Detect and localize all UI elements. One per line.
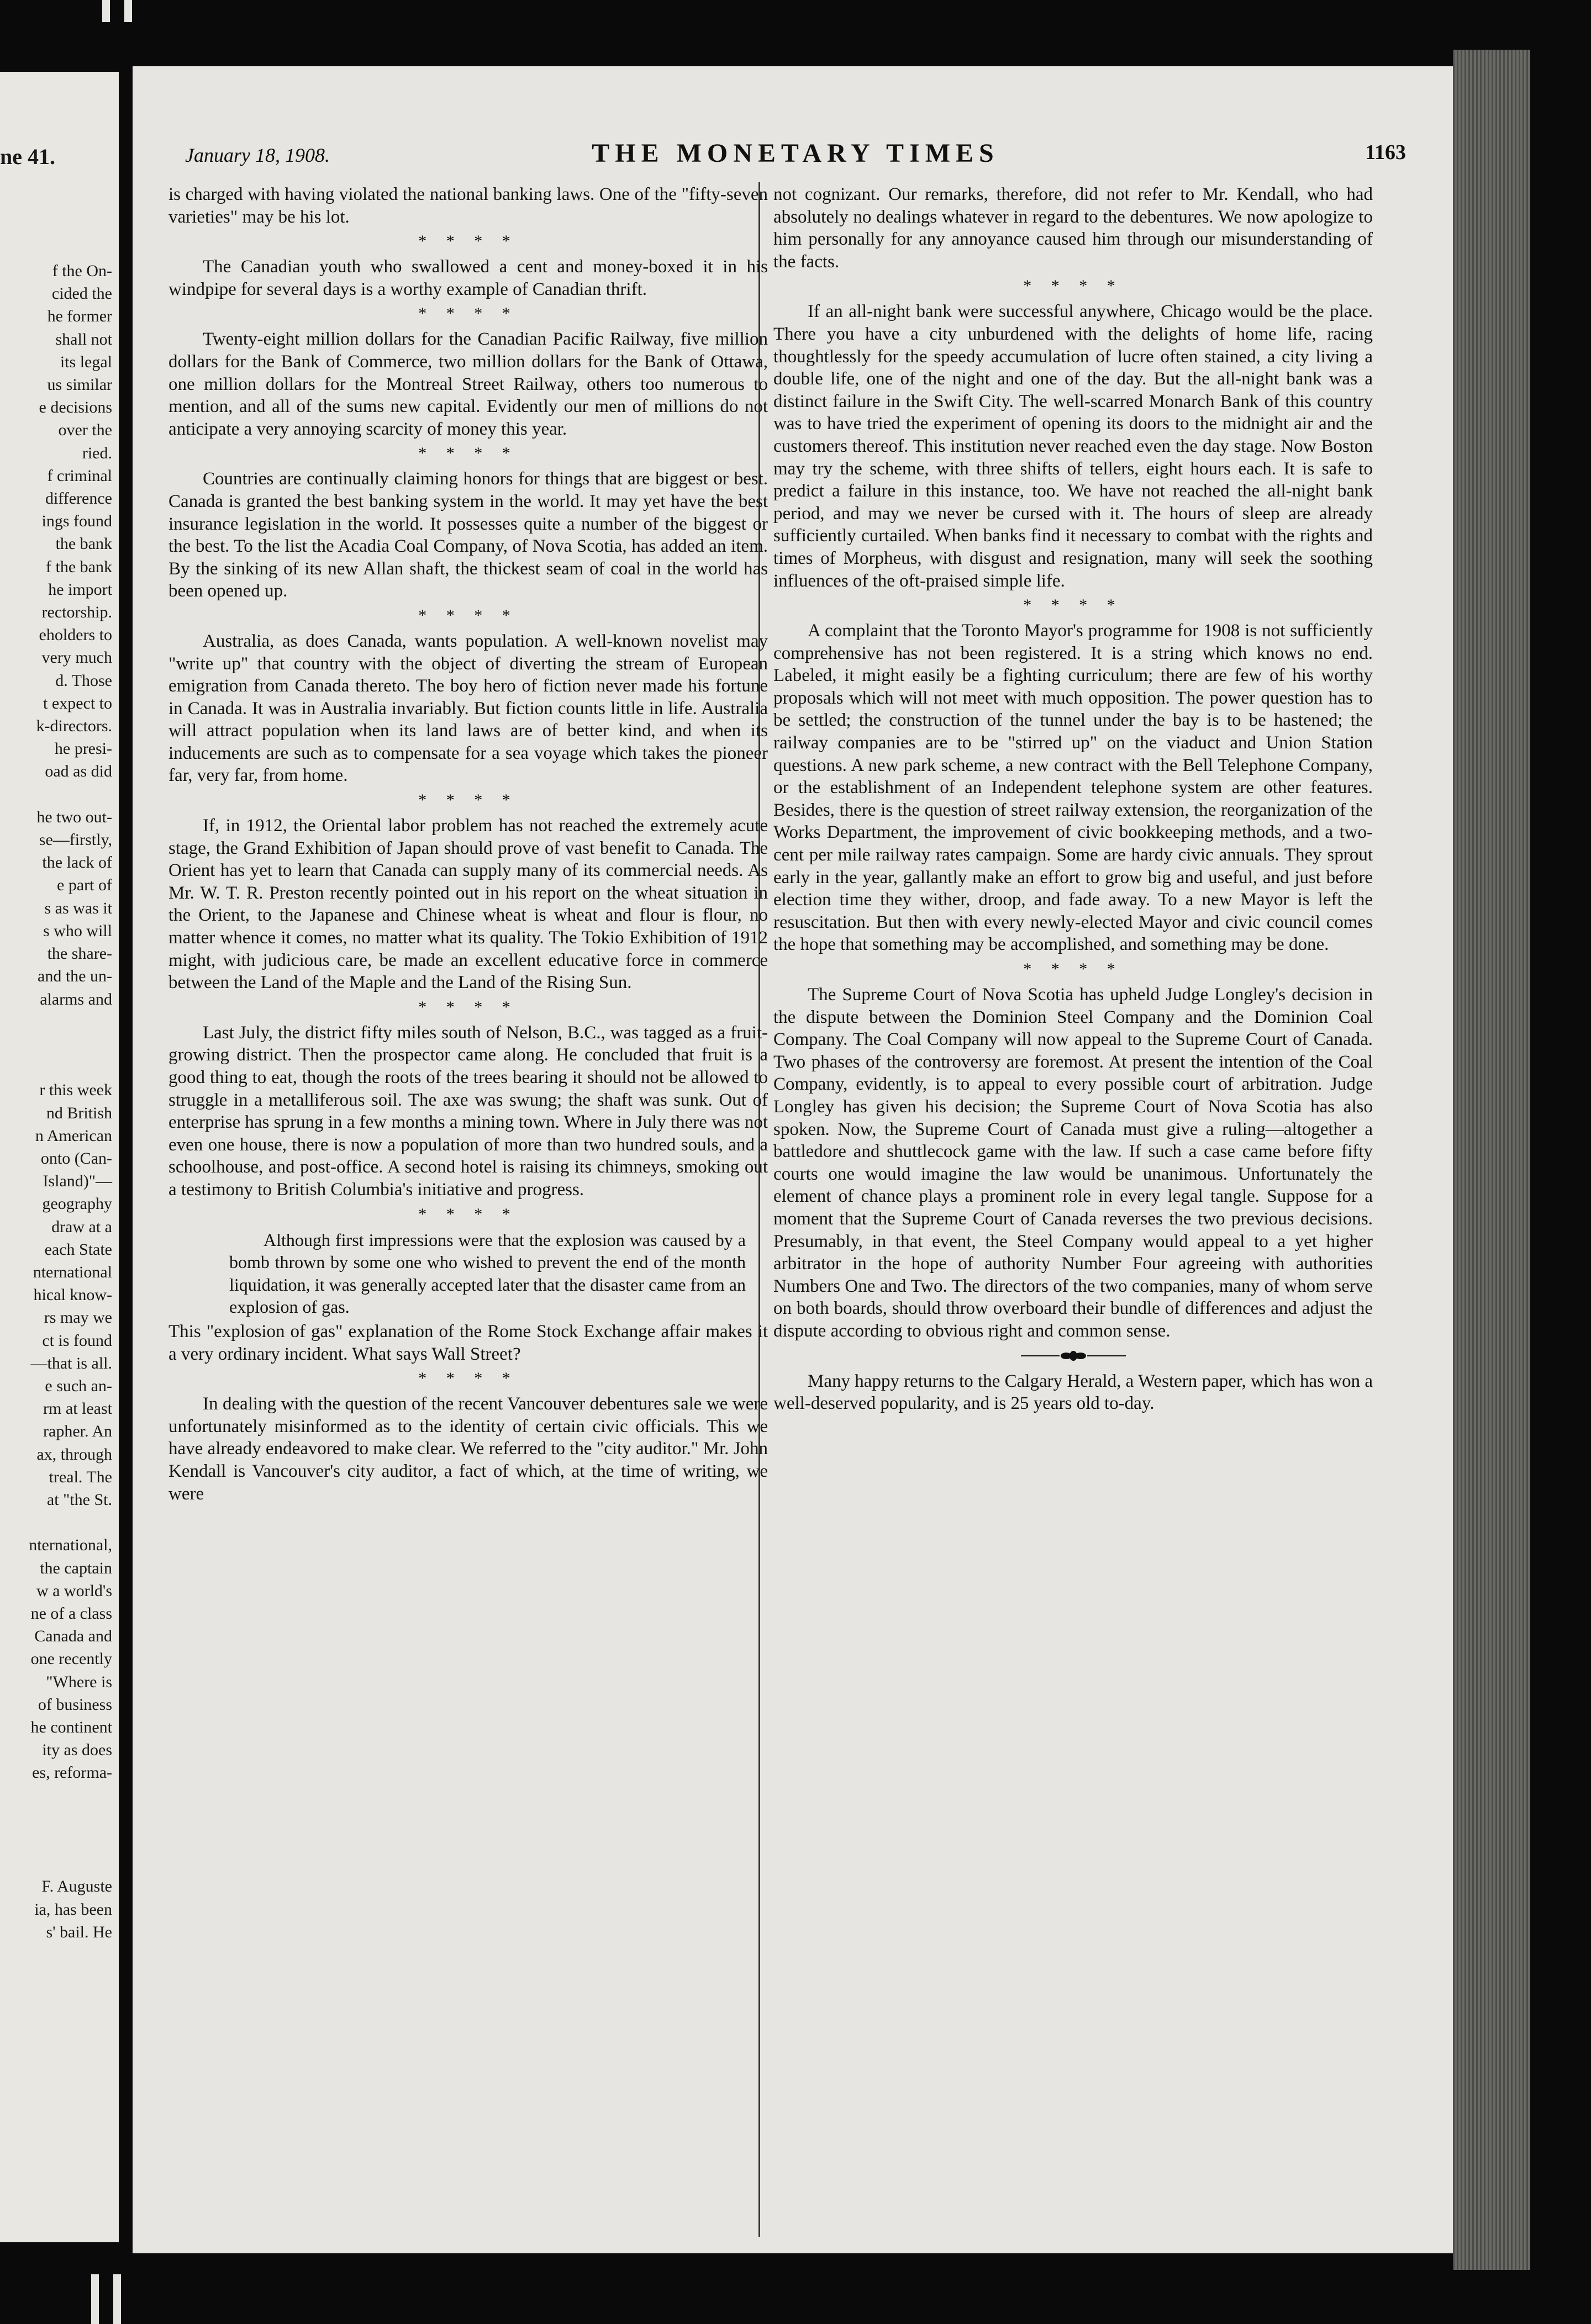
left-page-fragment-line: w a world's	[36, 1581, 112, 1600]
paragraph-vancouver-debentures: In dealing with the question of the recent Vancouver debentures sale we were unfortunately misinformed as to the identity of certain civic officials. This we have already endeavored to make clear. We referred to the "city auditor." Mr. John Kendall is Vancouver's city auditor, a fact of which, at the time of writing, we were	[168, 1394, 768, 1504]
left-page-fragment-line: s' bail. He	[46, 1922, 112, 1941]
left-page-fragment-line: he two out-	[36, 807, 112, 826]
left-page-fragment-line	[0, 1807, 124, 1830]
section-separator: * * * *	[418, 791, 518, 810]
left-page-fragment-line: F. Auguste	[41, 1877, 112, 1896]
left-page-fragment-line: e decisions	[39, 398, 112, 417]
left-page-fragment-line: geography	[42, 1195, 112, 1213]
ornamental-rule	[1021, 1349, 1126, 1362]
left-page-fragment-line: n American	[35, 1126, 112, 1145]
left-page-fragment-line: Island)"—	[43, 1172, 112, 1191]
left-page-fragment-line: ax, through	[36, 1445, 112, 1464]
paragraph-all-night-bank: If an all-night bank were successful anywhere, Chicago would be the place. There you have a city unburdened with the delights of home life, racing thoughtlessly for the speedy accumulation of lucre often stained, a city living a double life, one of the night and one of the day. But the all-night bank was a distinct failure in the Swift City. The well-scarred Monarch Bank of this country was to have tried the experiment of opening its doors to the midnight air and the customers thereof. This institution never reached even the day stage. Now Boston may try the scheme, with three shifts of tellers, eight hours each. It is safe to predict a failure in this instance, too. We have not reached the all-night bank period, and may we never be cursed with it. The hours of sleep are already sufficiently curtailed. When banks find it necessary to combat with the rights and times of Morpheus, with disgust and resignation, many will seek the soothing influences of the oft-praised simple life.	[773, 302, 1373, 591]
left-page-fragment-line: the lack of	[42, 853, 112, 872]
paragraph-toronto-mayor: A complaint that the Toronto Mayor's programme for 1908 is not sufficiently comprehensive has not been registered. It is a string which knows no end. Labeled, it might easily be a fighting curriculum; there are few of his worthy proposals which will not meet with much opposition. The power question has to be settled; the construction of the tunnel under the bay is to be hastened; the railway companies are to be "stirred up" on the viaduct and Union Station questions. A new park scheme, a new contract with the Bell Telephone Company, or the establishment of an Independent telephone system are other features. Besides, there is the question of street railway extension, the reorganization of the Works Department, the improvement of civic bookkeeping methods, and a two-cent per mile railway rates campaign. Some are hardy civic annuals. They sprout early in the year, gallantly make an effort to grow big and useful, and just before election time they wither, droop, and fade away. To a new Mayor is left the resuscitation. But then with every newly-elected Mayor and civic council comes the hope that something may be accomplished, and something may be done.	[773, 621, 1373, 955]
left-page-fragment-line: f the On-	[52, 262, 112, 280]
left-page-fragment-line: e part of	[57, 876, 112, 895]
paragraph-millions-capital: Twenty-eight million dollars for the Canadian Pacific Railway, five million dollars for the Bank of Commerce, two million dollars for the Bank of Ottawa, one million dollars for the Montreal Street Railway, others too numerous to mention, and all of the sums new capital. Evidently our men of millions do not anticipate a very annoying scarcity of money this year.	[168, 329, 768, 439]
left-page-fragment-line	[0, 1056, 124, 1079]
section-separator: * * * *	[418, 606, 518, 625]
left-page-fragment-line: f the bank	[46, 557, 112, 576]
left-page-fragment-line: rs may we	[44, 1308, 112, 1327]
paragraph-nelson-mining-town: Last July, the district fifty miles south of Nelson, B.C., was tagged as a fruit-growing district. Then the prospector came along. He concluded that fruit is a good thing to eat, though the roots of the trees bearing it should not be allowed to struggle in a metalliferous soil. The axe was swung; the shaft was sunk. Out of enterprise has sprung in a few months a mining town. Where in July there was not even one house, there is now a population of more than two hundred souls, and a schoolhouse, and post-office. A second hotel is raising its chimneys, smoking out a testimony to British Columbia's initiative and progress.	[168, 1022, 768, 1200]
left-page-fragment-line: eholders to	[39, 626, 112, 645]
book-gutter	[119, 66, 133, 2253]
section-separator: * * * *	[418, 304, 518, 323]
section-separator: * * * *	[418, 997, 518, 1016]
film-edge-marks-bottom	[91, 2274, 124, 2324]
left-page-fragment-line: r this week	[39, 1081, 112, 1100]
left-page-fragment-line: alarms and	[40, 990, 112, 1008]
left-column	[168, 183, 768, 1505]
page-header	[185, 127, 1406, 171]
left-page-fragment-line: t expect to	[43, 694, 112, 712]
left-page-fragment-line: es, reforma-	[32, 1763, 112, 1782]
section-separator: * * * *	[1023, 277, 1123, 295]
left-page-fragment-line: nternational	[33, 1263, 112, 1281]
left-page-fragment-line: s as was it	[44, 899, 112, 917]
left-page-fragment-line: rectorship.	[41, 603, 112, 622]
left-page-fragment-line	[0, 1852, 124, 1875]
left-page-fragment-line: Canada and	[34, 1627, 112, 1646]
left-page-fragment-line: nternational,	[29, 1536, 112, 1555]
left-page-fragment-line: of business	[38, 1695, 112, 1714]
paragraph-canadian-youth: The Canadian youth who swallowed a cent and money-boxed it in his windpipe for several days is a worthy example of Canadian thrift.	[168, 257, 768, 299]
left-page-fragment-line: rm at least	[43, 1399, 112, 1418]
left-page-fragment-line: —that is all.	[30, 1354, 112, 1372]
issue-date: January 18, 1908.	[185, 144, 330, 166]
paragraph-biggest-or-best: Countries are continually claiming honors for things that are biggest or best. Canada is granted the best banking system in the world. It may yet have the best insurance legislation in the world. It possesses quite a number of the biggest or the best. To the list the Acadia Coal Company, of Nova Scotia, has added an item. By the sinking of its new Allan shaft, the thickest seam of coal in the world has been opened up.	[168, 469, 768, 601]
left-page-fragment-line: f criminal	[47, 466, 112, 485]
left-page-fragment-line: over the	[58, 421, 112, 440]
left-page-fragment-line	[0, 1511, 124, 1534]
left-page-fragment-line: rapher. An	[43, 1422, 112, 1441]
paragraph-charged-banking: is charged with having violated the national banking laws. One of the "fifty-seven varieties" may be his lot.	[168, 184, 768, 227]
left-page-number: ne 41.	[0, 144, 55, 169]
left-page-fragment-line: each State	[44, 1240, 112, 1259]
left-page-fragment-line: s who will	[43, 921, 112, 940]
left-page-fragment-line: us similar	[47, 376, 112, 394]
book-page-edges	[1453, 50, 1530, 2270]
left-page-fragment-line	[0, 783, 124, 806]
page-number: 1163	[1365, 141, 1406, 164]
left-page-fragment-line: ity as does	[42, 1741, 112, 1760]
left-page-fragment-line: cided the	[51, 284, 112, 303]
left-page-fragment-line	[0, 1830, 124, 1852]
left-page-fragment-line: oad as did	[45, 762, 112, 781]
left-page-fragment-line: "Where is	[46, 1672, 112, 1691]
left-page-fragment-line: onto (Can-	[40, 1149, 112, 1168]
left-page-fragment-line: difference	[45, 489, 112, 508]
left-page-fragment-line: very much	[41, 648, 112, 667]
section-separator: * * * *	[418, 1369, 518, 1388]
left-page-fragment-line: and the un-	[38, 967, 112, 986]
left-page-fragment-line	[0, 1011, 124, 1033]
left-page-fragment-line: nd British	[46, 1103, 112, 1122]
paragraph-calgary-herald: Many happy returns to the Calgary Herald, a Western paper, which has won a well-deserved popularity, and is 25 years old to-day.	[773, 1371, 1373, 1414]
left-page-fragment-line: the captain	[40, 1559, 112, 1577]
quoted-dispatch-rome: Although first impressions were that the explosion was caused by a bomb thrown by some one who wished to prevent the end of the month liquidation, it was generally accepted later that the disaster came from an explosion of gas.	[229, 1229, 746, 1317]
left-page-fragment-line: he continent	[30, 1718, 112, 1736]
left-page-fragment-line: e such an-	[45, 1376, 112, 1395]
left-page-fragment-line	[0, 1033, 124, 1056]
section-separator: * * * *	[1023, 596, 1123, 615]
paragraph-oriental-exhibition: If, in 1912, the Oriental labor problem has not reached the extremely acute stage, the Grand Exhibition of Japan should prove of vast benefit to Canada. The Orient has yet to learn that Canada can supply many of its commercial needs. As Mr. W. T. R. Preston recently pointed out in his report on the wheat situation in the Orient, to the Japanese and Chinese wheat is wheat and flour is flour, no matter whence it comes, no matter what its quality. The Tokio Exhibition of 1912 might, with judicious care, be made an excellent educative force in commerce between the Land of the Maple and the Land of the Rising Sun.	[168, 816, 768, 993]
paragraph-kendall-apology: not cognizant. Our remarks, therefore, did not refer to Mr. Kendall, who had absolutely no dealings whatever in regard to the debentures. We now apologize to him personally for any annoyance caused him through our misunderstanding of the facts.	[773, 184, 1373, 272]
paragraph-explosion-of-gas: This "explosion of gas" explanation of the Rome Stock Exchange affair makes it a very ordinary incident. What says Wall Street?	[168, 1321, 768, 1364]
right-column	[773, 183, 1373, 1415]
left-page-fragment-line: ings found	[41, 512, 112, 531]
left-page-fragment-line: at "the St.	[46, 1490, 112, 1509]
left-page-fragment	[0, 72, 124, 2242]
left-page-fragment-line: one recently	[30, 1650, 112, 1668]
newspaper-page	[133, 66, 1453, 2253]
left-page-fragment-line: treal. The	[49, 1467, 112, 1486]
left-page-fragment-line: he presi-	[54, 740, 112, 758]
section-separator: * * * *	[418, 232, 518, 251]
left-page-fragment-line: k-directors.	[36, 717, 112, 736]
film-edge-marks-top	[102, 0, 135, 22]
left-page-fragment-line: ne of a class	[30, 1604, 112, 1623]
left-page-fragment-line: d. Those	[55, 671, 112, 690]
left-page-text-fragments	[0, 260, 124, 1943]
paragraph-supreme-court-nova-scotia: The Supreme Court of Nova Scotia has upheld Judge Longley's decision in the dispute between the Dominion Steel Company and the Dominion Coal Company. The Coal Company will now appeal to the Supreme Court of Canada. Two phases of the controversy are foremost. At present the intention of the Coal Company, evidently, is to appeal to every possible court of arbitration. Judge Longley has given his decision; the Supreme Court of Nova Scotia has also spoken. Now, the Supreme Court of Canada must give a ruling—altogether a battledore and shuttlecock game with the law. If such a case came before fifty courts one would imagine the law would be unanimous. Unfortunately the element of chance plays a prominent role in every legal tangle. Suppose for a moment that the Supreme Court of Canada reverses the two previous decisions. Presumably, in that event, the Steel Company would appeal to a yet higher arbitrator in the hope of authority Number Four agreeing with authorities Numbers One and Two. The directors of the two companies, many of whom serve on both boards, should throw overboard their bundle of differences and adjust the dispute according to obvious right and common sense.	[773, 985, 1373, 1341]
left-page-fragment-line: ia, has been	[34, 1900, 112, 1919]
paragraph-australia-population: Australia, as does Canada, wants population. A well-known novelist may "write up" that country with the object of diverting the stream of European emigration from Canada thereto. The boy hero of fiction never made his fortune in Canada. It was in Australia invariably. But fiction counts little in life. Australia will attract population when its land laws are of better kind, and when its inducements are such as to compensate for a sea voyage which takes the pioneer far, very far, from home.	[168, 631, 768, 786]
left-page-fragment-line: the bank	[55, 535, 112, 553]
left-page-fragment-line: ct is found	[42, 1331, 112, 1350]
section-separator: * * * *	[418, 444, 518, 463]
left-page-fragment-line: ried.	[82, 443, 112, 462]
left-page-fragment-line: hical know-	[33, 1286, 112, 1304]
masthead-title: THE MONETARY TIMES	[592, 139, 999, 168]
left-page-fragment-line: its legal	[60, 352, 112, 371]
left-page-fragment-line: he former	[47, 307, 112, 326]
section-separator: * * * *	[1023, 960, 1123, 978]
left-page-fragment-line: draw at a	[51, 1217, 112, 1236]
left-page-fragment-line: se—firstly,	[39, 831, 112, 849]
left-page-fragment-line: shall not	[55, 330, 112, 348]
left-page-fragment-line	[0, 1784, 124, 1807]
left-page-fragment-line: the share-	[47, 944, 112, 963]
section-separator: * * * *	[418, 1205, 518, 1223]
left-page-fragment-line: he import	[48, 580, 112, 599]
